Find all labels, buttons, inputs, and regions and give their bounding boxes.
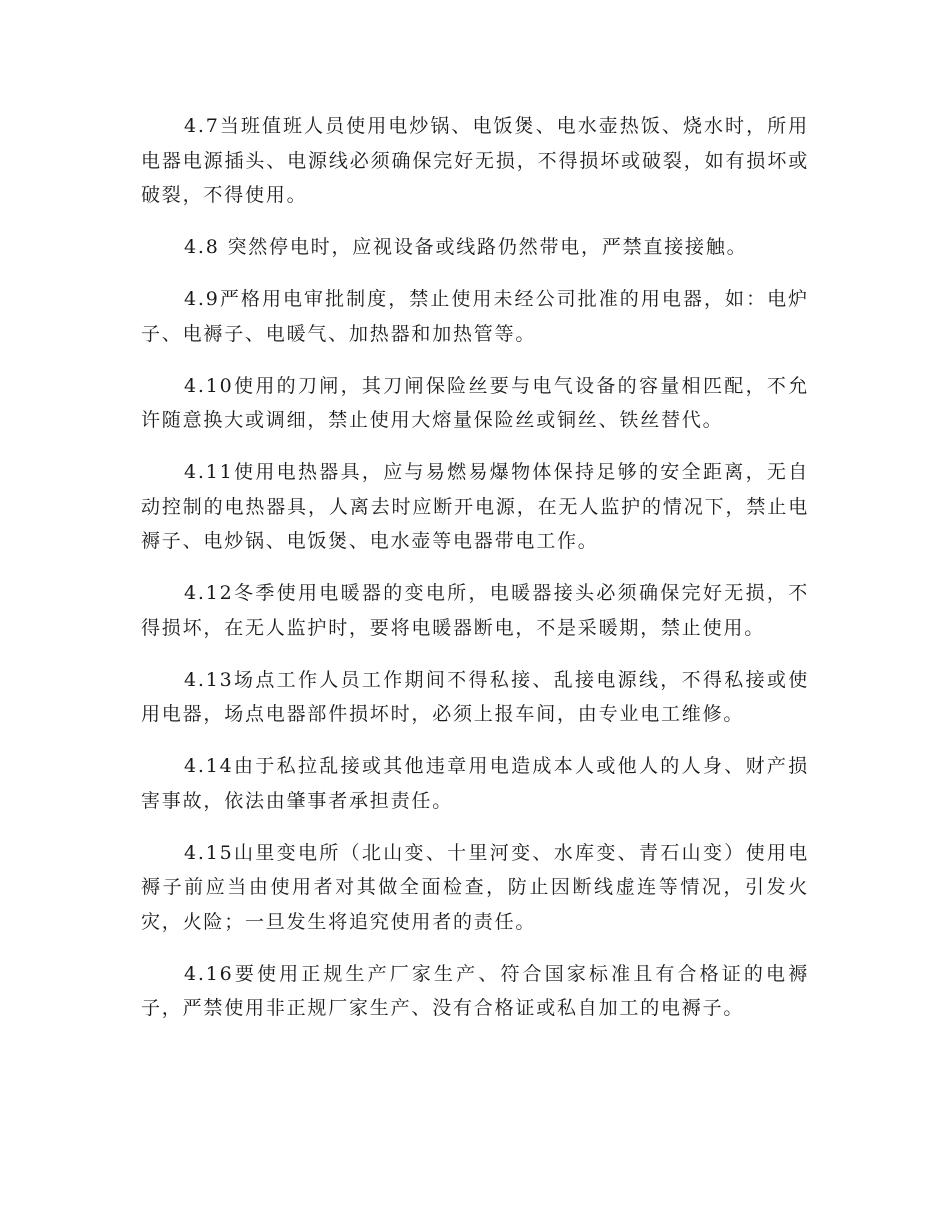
document-body [141, 109, 809, 1043]
paragraph-4-11: 4.11使用电热器具，应与易燃易爆物体保持足够的安全距离，无自动控制的电热器具，人离去时应断开电源，在无人监护的情况下，禁止电褥子、电炒锅、电饭煲、电水壶等电器带电工作。 [141, 461, 809, 552]
paragraph-4-12: 4.12冬季使用电暖器的变电所，电暖器接头必须确保完好无损，不得损坏，在无人监护时，要将电暖器断电，不是采暖期，禁止使用。 [141, 582, 809, 639]
paragraph-4-13: 4.13场点工作人员工作期间不得私接、乱接电源线，不得私接或使用电器，场点电器部件损坏时，必须上报车间，由专业电工维修。 [141, 668, 809, 725]
paragraph-4-10: 4.10使用的刀闸，其刀闸保险丝要与电气设备的容量相匹配，不允许随意换大或调细，禁止使用大熔量保险丝或铜丝、铁丝替代。 [141, 374, 809, 431]
paragraph-4-14: 4.14由于私拉乱接或其他违章用电造成本人或他人的人身、财产损害事故，依法由肇事者承担责任。 [141, 755, 809, 812]
paragraph-4-16: 4.16要使用正规生产厂家生产、符合国家标准且有合格证的电褥子，严禁使用非正规厂家生产、没有合格证或私自加工的电褥子。 [141, 962, 809, 1019]
paragraph-4-7: 4.7当班值班人员使用电炒锅、电饭煲、电水壶热饭、烧水时，所用电器电源插头、电源线必须确保完好无损，不得损坏或破裂，如有损坏或破裂，不得使用。 [141, 115, 809, 206]
paragraph-4-8: 4.8 突然停电时，应视设备或线路仍然带电，严禁直接接触。 [184, 236, 748, 258]
paragraph-4-9: 4.9严格用电审批制度，禁止使用未经公司批准的用电器，如：电炉子、电褥子、电暖气、加热器和加热管等。 [141, 288, 809, 345]
paragraph-4-15: 4.15山里变电所（北山变、十里河变、水库变、青石山变）使用电褥子前应当由使用者对其做全面检查，防止因断线虚连等情况，引发火灾，火险；一旦发生将追究使用者的责任。 [141, 841, 809, 933]
